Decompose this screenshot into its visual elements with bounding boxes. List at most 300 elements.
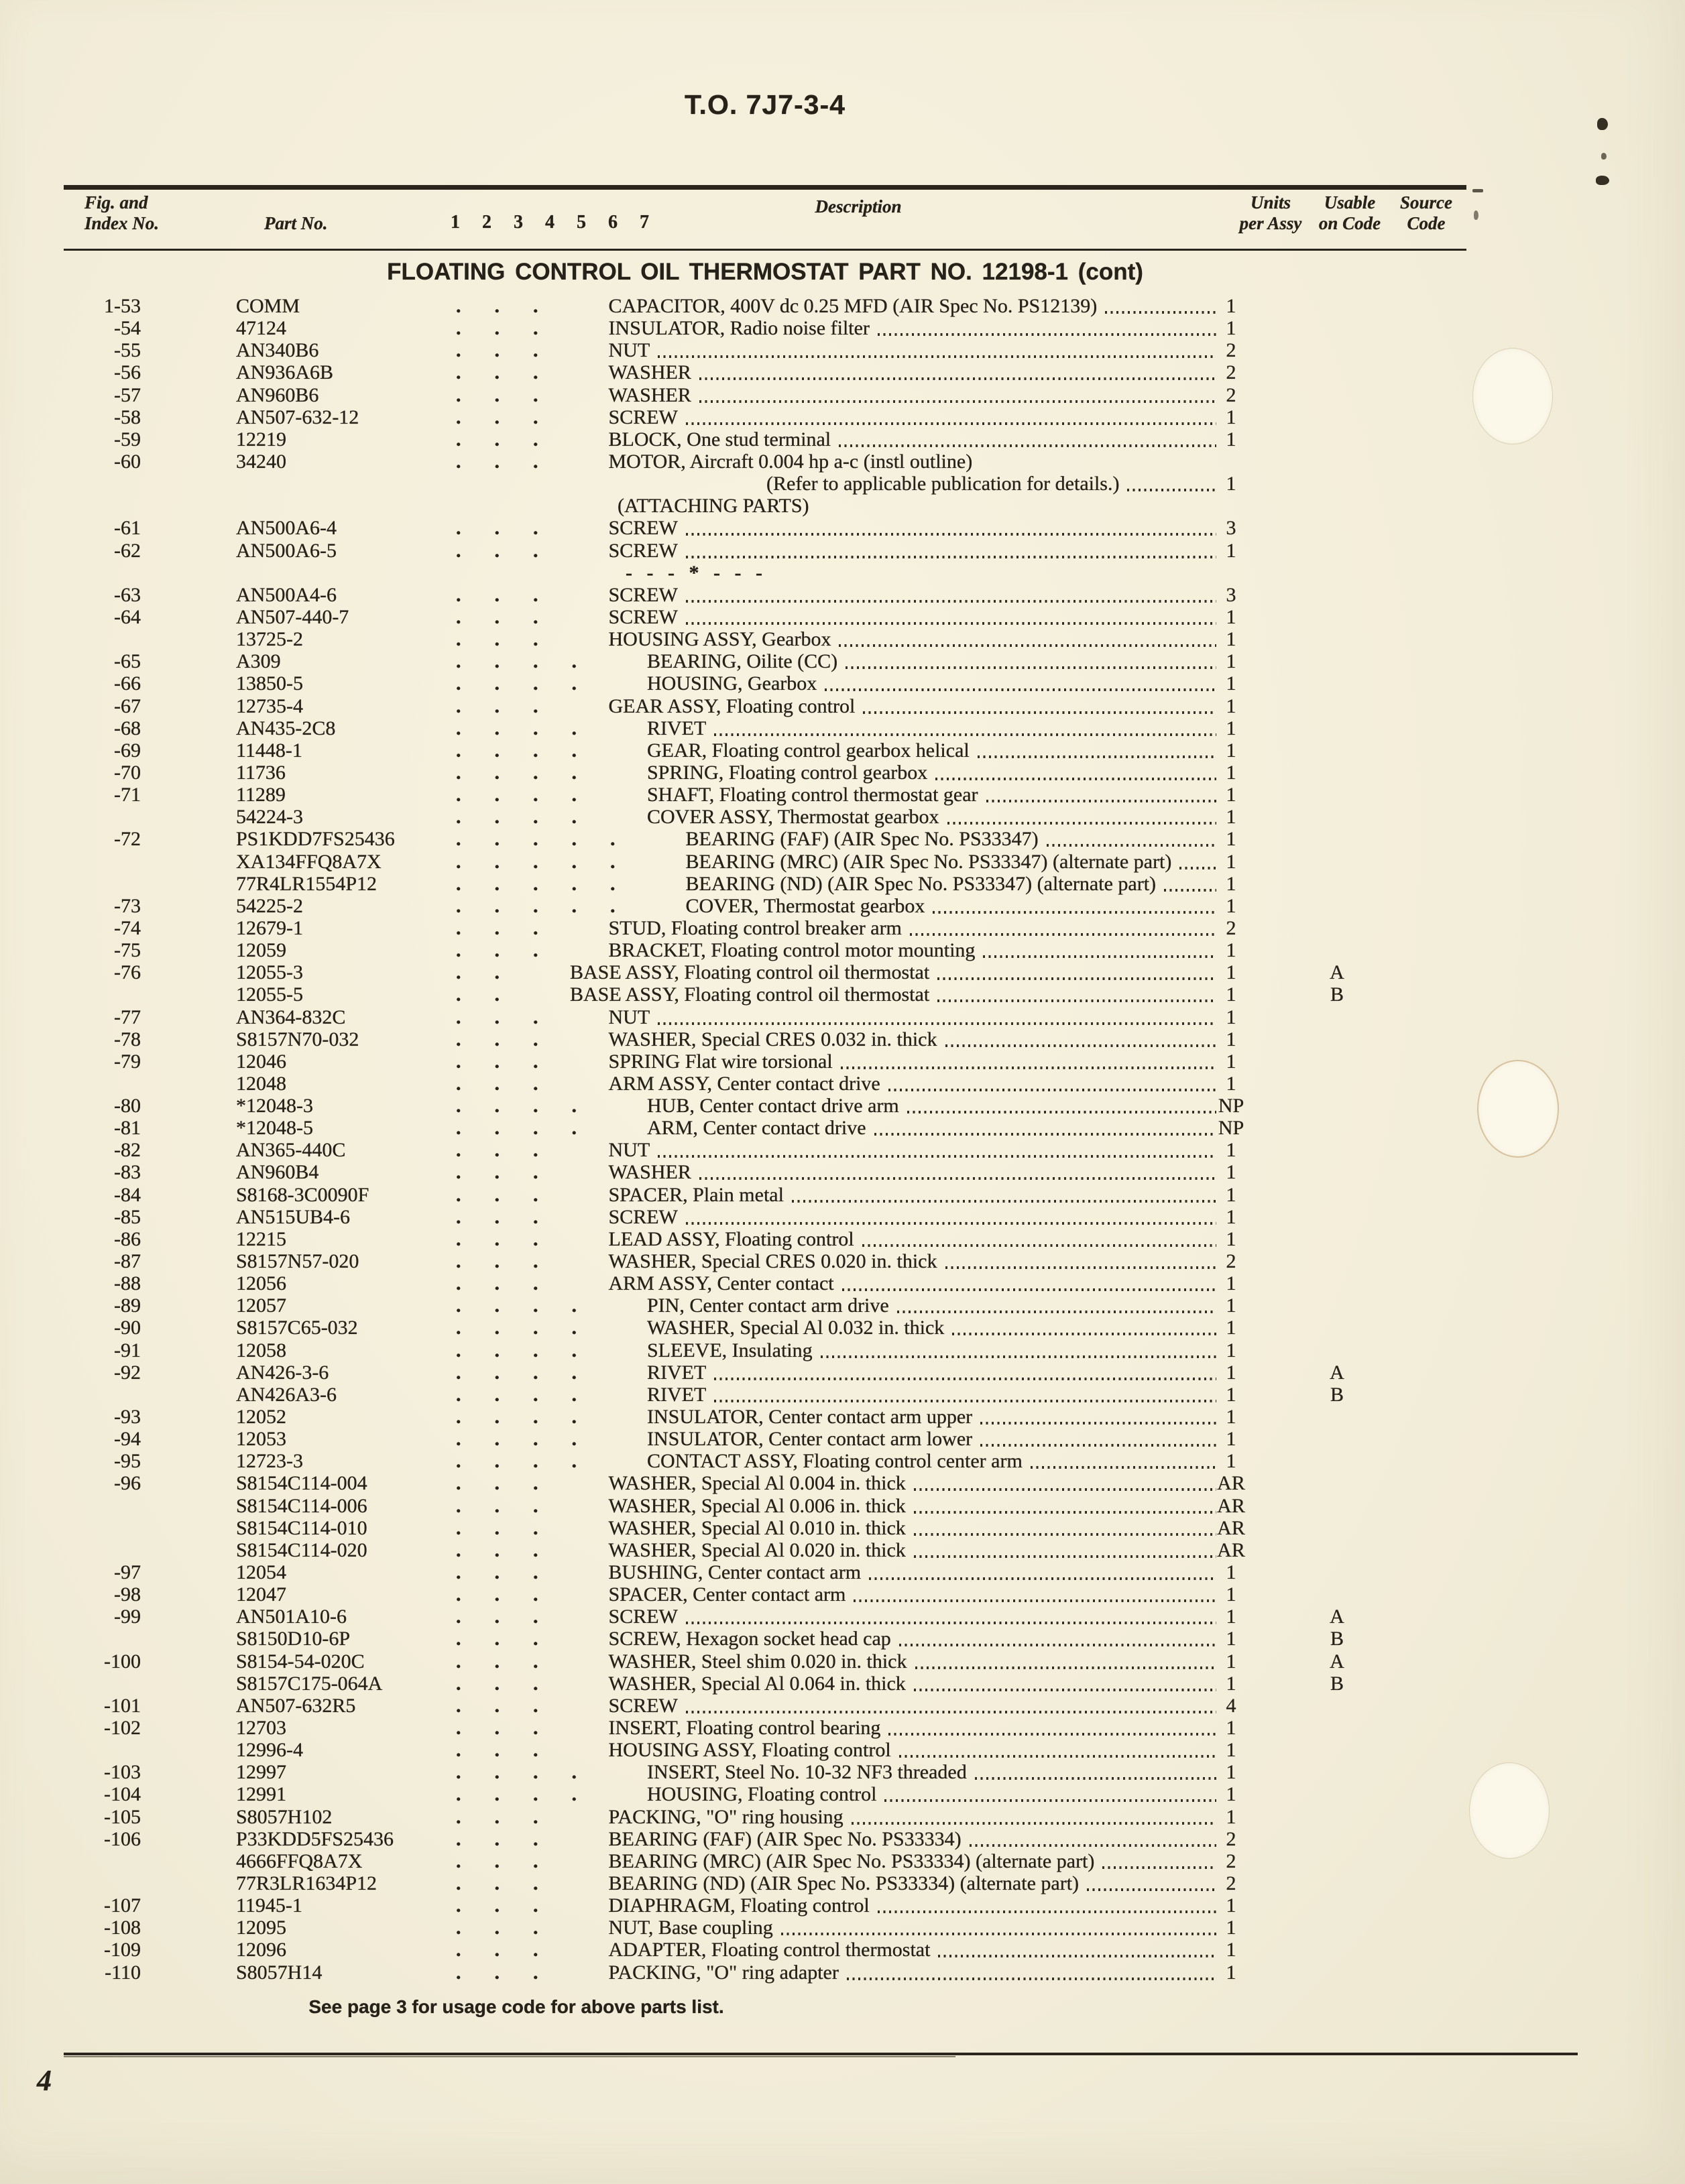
part-no-cell: AN515UB4-6 [236, 1205, 350, 1228]
ink-speck [1601, 153, 1607, 160]
part-no-cell: AN507-632R5 [236, 1694, 356, 1717]
table-row [0, 1384, 1685, 1406]
indenture-dots: ... [456, 605, 572, 628]
table-row [0, 762, 1685, 784]
description-text: SCREW [608, 517, 678, 540]
indenture-dots: .... [456, 1339, 610, 1361]
description-cell [456, 1650, 1219, 1673]
table-row [0, 517, 1685, 539]
table-row [0, 1806, 1685, 1828]
dotted-leader [686, 556, 1216, 558]
indenture-dots: ..... [456, 894, 649, 917]
part-no-cell: 11736 [236, 761, 286, 784]
fig-index-cell: -82 [114, 1139, 141, 1162]
column-header-indenture-levels: 1 2 3 4 5 6 7 [451, 212, 653, 233]
indenture-dots: ... [456, 1205, 572, 1228]
description-text: RIVET [647, 1383, 707, 1406]
units-per-assy-cell: 1 [1226, 1450, 1236, 1473]
description-text: WASHER [608, 1161, 691, 1184]
indenture-dots: ... [456, 317, 572, 340]
description-cell [456, 1628, 1219, 1650]
part-no-cell: 11945-1 [236, 1894, 302, 1917]
table-row [0, 428, 1685, 450]
fig-index-cell: -70 [114, 761, 141, 784]
units-per-assy-cell: 1 [1226, 806, 1236, 829]
indenture-dots: ... [456, 1227, 572, 1250]
part-no-cell: 13725-2 [236, 628, 303, 651]
part-no-cell: AN500A6-4 [236, 517, 337, 540]
description-cell [456, 473, 1219, 495]
units-per-assy-cell: 1 [1226, 1628, 1236, 1650]
indenture-dots: ... [456, 1917, 572, 1939]
part-no-cell: 12997 [236, 1761, 286, 1784]
dotted-leader [878, 333, 1216, 336]
description-text: WASHER [608, 361, 691, 384]
table-row [0, 361, 1685, 383]
part-no-cell: 11448-1 [236, 739, 302, 762]
fig-index-cell: 1-53 [104, 295, 141, 317]
description-text: SCREW [608, 1205, 678, 1228]
description-text: DIAPHRAGM, Floating control [608, 1894, 870, 1917]
indenture-dots: ... [456, 428, 572, 450]
description-cell [456, 1828, 1219, 1851]
dotted-leader [933, 911, 1216, 914]
dotted-leader [888, 1733, 1216, 1736]
table-row [0, 384, 1685, 406]
dotted-leader [699, 400, 1216, 403]
punch-hole [1469, 1762, 1550, 1859]
table-row [0, 1228, 1685, 1250]
description-text: COVER ASSY, Thermostat gearbox [647, 806, 939, 829]
dotted-leader [983, 955, 1216, 958]
table-row [0, 1939, 1685, 1961]
usable-on-code-cell: A [1330, 1605, 1344, 1628]
description-text: NUT [608, 339, 650, 362]
part-no-cell: 12057 [236, 1294, 286, 1317]
part-no-cell: S8154C114-010 [236, 1516, 367, 1539]
units-per-assy-cell: 1 [1226, 628, 1236, 651]
description-text: WASHER, Special Al 0.064 in. thick [608, 1672, 906, 1695]
indenture-dots: ... [456, 1183, 572, 1206]
table-row [0, 1539, 1685, 1561]
fig-index-cell: -99 [114, 1605, 141, 1628]
dotted-leader [686, 1711, 1216, 1713]
units-per-assy-cell: 1 [1226, 1139, 1236, 1162]
description-text: WASHER, Steel shim 0.020 in. thick [608, 1650, 907, 1673]
units-per-assy-cell: 1 [1226, 1739, 1236, 1762]
dotted-leader [914, 1533, 1216, 1536]
table-top-rule [64, 185, 1466, 190]
units-per-assy-cell: 1 [1226, 1006, 1236, 1028]
description-cell [456, 1517, 1219, 1540]
table-row [0, 495, 1685, 517]
part-no-cell: 12054 [236, 1561, 286, 1584]
description-cell [456, 672, 1219, 695]
table-row [0, 1428, 1685, 1450]
dotted-leader [986, 800, 1216, 802]
fig-index-cell: -62 [114, 539, 141, 562]
units-per-assy-cell: 1 [1226, 539, 1236, 562]
part-no-cell: 12703 [236, 1717, 286, 1739]
description-cell [456, 1917, 1219, 1939]
description-cell [456, 450, 1219, 473]
table-row [0, 295, 1685, 317]
dotted-leader [980, 467, 1216, 469]
fig-index-cell: -96 [114, 1472, 141, 1495]
dotted-leader [935, 778, 1216, 780]
indenture-dots: ... [456, 1872, 572, 1894]
indenture-dots: ... [456, 1628, 572, 1650]
indenture-dots: ... [456, 339, 572, 362]
fig-index-cell: -103 [104, 1761, 141, 1784]
part-no-cell: 12991 [236, 1783, 286, 1806]
dotted-leader [854, 1599, 1216, 1602]
table-row [0, 317, 1685, 339]
description-cell [456, 1272, 1219, 1295]
table-row [0, 717, 1685, 739]
indenture-dots: ... [456, 1583, 572, 1606]
units-per-assy-cell: AR [1217, 1494, 1245, 1517]
dotted-leader [945, 1266, 1217, 1269]
description-text: BUSHING, Center contact arm [608, 1561, 862, 1584]
fig-index-cell: -66 [114, 672, 141, 695]
fig-index-cell: -90 [114, 1317, 141, 1339]
fig-index-cell: -105 [104, 1805, 141, 1828]
table-row [0, 1673, 1685, 1695]
description-cell [456, 1806, 1219, 1829]
fig-index-cell: -69 [114, 739, 141, 762]
dotted-leader [821, 1355, 1216, 1358]
table-row [0, 606, 1685, 628]
dotted-leader [874, 1133, 1216, 1136]
description-cell [456, 828, 1219, 851]
units-per-assy-cell: 2 [1226, 339, 1236, 362]
table-row [0, 939, 1685, 961]
fig-index-cell: -85 [114, 1205, 141, 1228]
description-text: HOUSING, Gearbox [647, 672, 817, 695]
description-cell [456, 1206, 1219, 1229]
dotted-leader [980, 1422, 1216, 1424]
ink-speck [1597, 118, 1608, 130]
part-no-cell: AN500A6-5 [236, 539, 337, 562]
units-per-assy-cell: 1 [1226, 295, 1236, 317]
indenture-dots: ... [456, 1894, 572, 1917]
units-per-assy-cell: 1 [1226, 1428, 1236, 1451]
indenture-dots: .... [456, 1117, 610, 1140]
part-no-cell: AN507-440-7 [236, 605, 349, 628]
part-no-cell: 12735-4 [236, 694, 303, 717]
description-cell [456, 1561, 1219, 1584]
description-cell [456, 606, 1219, 629]
units-per-assy-cell: AR [1217, 1516, 1245, 1539]
table-row [0, 1828, 1685, 1850]
ink-speck [1472, 189, 1483, 192]
description-text: INSERT, Floating control bearing [608, 1717, 881, 1739]
table-row [0, 917, 1685, 939]
description-cell [456, 1095, 1219, 1117]
usable-on-code-cell: B [1330, 1628, 1344, 1650]
units-per-assy-cell: 1 [1226, 650, 1236, 673]
part-no-cell: AN960B6 [236, 383, 319, 406]
parts-table-body [0, 295, 1685, 1984]
units-per-assy-cell: 1 [1226, 1894, 1236, 1917]
units-per-assy-cell: 1 [1226, 1939, 1236, 1961]
table-row [0, 983, 1685, 1006]
indenture-dots: .. [456, 961, 533, 984]
indenture-dots: ... [456, 450, 572, 473]
indenture-dots: ... [456, 1605, 572, 1628]
indenture-dots: ..... [456, 828, 649, 851]
table-row [0, 695, 1685, 717]
dotted-leader [1087, 1888, 1216, 1891]
table-row [0, 961, 1685, 983]
technical-order-number: T.O. 7J7-3-4 [685, 89, 846, 120]
units-per-assy-cell: 2 [1226, 383, 1236, 406]
dotted-leader [947, 822, 1216, 825]
indenture-dots: ... [456, 406, 572, 428]
table-row [0, 1317, 1685, 1339]
description-text: WASHER, Special Al 0.010 in. thick [608, 1516, 906, 1539]
fig-index-cell: -68 [114, 717, 141, 739]
description-text: NUT, Base coupling [608, 1917, 773, 1939]
indenture-dots: ... [456, 628, 572, 651]
units-per-assy-cell: 1 [1226, 1361, 1236, 1384]
part-no-cell: S8057H14 [236, 1961, 323, 1984]
part-no-cell: S8157N57-020 [236, 1250, 359, 1273]
description-text: WASHER, Special CRES 0.032 in. thick [608, 1028, 937, 1050]
description-cell [456, 406, 1219, 429]
description-cell [456, 961, 1219, 984]
description-cell [456, 851, 1219, 873]
dotted-leader [714, 1400, 1216, 1402]
fig-index-cell: -91 [114, 1339, 141, 1361]
dotted-leader [914, 1488, 1216, 1491]
description-text: INSULATOR, Radio noise filter [608, 317, 870, 340]
units-per-assy-cell: 2 [1226, 916, 1236, 939]
description-text: WASHER, Special Al 0.020 in. thick [608, 1538, 906, 1561]
description-cell [456, 562, 1219, 585]
part-no-cell: S8157C175-064A [236, 1672, 383, 1695]
description-cell [456, 361, 1219, 384]
dotted-leader [686, 1222, 1216, 1225]
units-per-assy-cell: NP [1218, 1117, 1244, 1140]
description-cell [456, 339, 1219, 362]
fig-index-cell: -64 [114, 605, 141, 628]
indenture-dots: ... [456, 1961, 572, 1984]
table-row [0, 1139, 1685, 1161]
dotted-leader [839, 444, 1216, 447]
fig-index-cell: -110 [105, 1961, 141, 1984]
description-text: (ATTACHING PARTS) [618, 495, 809, 518]
dotted-leader [781, 1933, 1216, 1935]
indenture-dots: ... [456, 1717, 572, 1739]
part-no-cell: 12723-3 [236, 1450, 303, 1473]
units-per-assy-cell: NP [1218, 1095, 1244, 1117]
units-per-assy-cell: 1 [1226, 1761, 1236, 1784]
dotted-leader [938, 1955, 1216, 1957]
fig-index-cell: -89 [114, 1294, 141, 1317]
table-row [0, 339, 1685, 361]
table-row [0, 650, 1685, 672]
dotted-leader [914, 1555, 1216, 1558]
units-per-assy-cell: 1 [1226, 739, 1236, 762]
table-row [0, 1028, 1685, 1050]
indenture-dots: ... [456, 1161, 572, 1184]
dotted-leader [699, 377, 1216, 380]
table-row [0, 828, 1685, 850]
description-text: PIN, Center contact arm drive [647, 1294, 889, 1317]
indenture-dots: ... [456, 1472, 572, 1495]
units-per-assy-cell: 1 [1226, 1672, 1236, 1695]
units-per-assy-cell: 1 [1226, 1161, 1236, 1184]
description-text: GEAR, Floating control gearbox helical [647, 739, 970, 762]
units-per-assy-cell: 1 [1226, 1583, 1236, 1606]
description-cell [456, 1673, 1219, 1695]
description-text: HOUSING, Floating control [647, 1783, 877, 1806]
dotted-leader [910, 933, 1216, 936]
part-no-cell: 12058 [236, 1339, 286, 1361]
part-no-cell: AN960B4 [236, 1161, 319, 1184]
part-no-cell: 12052 [236, 1406, 286, 1429]
indenture-dots: .... [456, 761, 610, 784]
page-number: 4 [37, 2064, 52, 2097]
table-row [0, 540, 1685, 562]
fig-index-cell: -94 [114, 1428, 141, 1451]
column-header-source-code: Source Code [1399, 192, 1452, 233]
table-row [0, 806, 1685, 828]
units-per-assy-cell: 1 [1226, 1072, 1236, 1095]
description-cell [456, 1695, 1219, 1717]
fig-index-cell: -56 [114, 361, 141, 384]
part-no-cell: S8168-3C0090F [236, 1183, 369, 1206]
description-cell [456, 317, 1219, 340]
part-no-cell: S8154C114-020 [236, 1538, 367, 1561]
dotted-leader [686, 600, 1216, 603]
fig-index-cell: -107 [104, 1894, 141, 1917]
indenture-dots: ... [456, 1050, 572, 1073]
part-no-cell: 12215 [236, 1227, 286, 1250]
column-header-usable-on-code: Usable on Code [1318, 192, 1381, 233]
description-text: CAPACITOR, 400V dc 0.25 MFD (AIR Spec No. PS12139) [608, 295, 1098, 317]
fig-index-cell: -63 [114, 583, 141, 606]
fig-index-cell: -100 [104, 1650, 141, 1673]
units-per-assy-cell: 1 [1226, 1227, 1236, 1250]
dotted-leader [847, 1978, 1216, 1980]
parts-list-title: FLOATING CONTROL OIL THERMOSTAT PART NO. 12198-1 (cont) [387, 259, 1143, 285]
part-no-cell: S8157N70-032 [236, 1028, 359, 1050]
usable-on-code-cell: A [1330, 961, 1344, 984]
description-text: BEARING, Oilite (CC) [647, 650, 838, 673]
table-row [0, 851, 1685, 873]
fig-index-cell: -86 [114, 1227, 141, 1250]
dotted-leader [792, 1200, 1216, 1203]
part-no-cell: *12048-3 [236, 1095, 313, 1117]
units-per-assy-cell: 1 [1226, 406, 1236, 428]
indenture-dots: .... [456, 1361, 610, 1384]
indenture-dots: ... [456, 583, 572, 606]
units-per-assy-cell: 1 [1226, 473, 1236, 495]
fig-index-cell: -101 [104, 1694, 141, 1717]
indenture-dots: ... [456, 1694, 572, 1717]
dotted-leader [952, 1333, 1216, 1335]
part-no-cell: 12053 [236, 1428, 286, 1451]
column-header-units-per-assy: Units per Assy [1239, 192, 1302, 233]
dotted-leader [686, 533, 1216, 536]
part-no-cell: 77R4LR1554P12 [236, 872, 377, 895]
indenture-dots: ... [456, 1739, 572, 1762]
description-text: SCREW [608, 583, 678, 606]
dotted-leader [884, 1799, 1216, 1802]
description-cell [456, 1605, 1219, 1628]
description-cell [456, 1361, 1219, 1384]
indenture-dots: ..... [456, 850, 649, 873]
part-no-cell: AN501A10-6 [236, 1605, 347, 1628]
dotted-leader [980, 1444, 1216, 1447]
dotted-leader [888, 1089, 1216, 1091]
table-row [0, 1872, 1685, 1894]
part-no-cell: AN340B6 [236, 339, 319, 362]
description-text: RIVET [647, 717, 707, 739]
units-per-assy-cell: 1 [1226, 1717, 1236, 1739]
part-no-cell: AN426-3-6 [236, 1361, 329, 1384]
part-no-cell: P33KDD5FS25436 [236, 1827, 394, 1850]
part-no-cell: S8154C114-006 [236, 1494, 367, 1517]
table-row [0, 1583, 1685, 1605]
units-per-assy-cell: 1 [1226, 761, 1236, 784]
table-row [0, 1628, 1685, 1650]
units-per-assy-cell: 1 [1226, 694, 1236, 717]
fig-index-cell: -60 [114, 450, 141, 473]
indenture-dots: ... [456, 1072, 572, 1095]
part-no-cell: 12996-4 [236, 1739, 303, 1762]
fig-index-cell: -77 [114, 1006, 141, 1028]
units-per-assy-cell: 1 [1226, 983, 1236, 1006]
part-no-cell: 47124 [236, 317, 286, 340]
indenture-dots: .... [456, 784, 610, 806]
part-no-cell: AN365-440C [236, 1139, 346, 1162]
description-cell [456, 1317, 1219, 1339]
fig-index-cell: -57 [114, 383, 141, 406]
fig-index-cell: -65 [114, 650, 141, 673]
units-per-assy-cell: 2 [1226, 1827, 1236, 1850]
description-cell [456, 939, 1219, 962]
description-cell [456, 1428, 1219, 1451]
dotted-leader [915, 1666, 1217, 1669]
dotted-leader [686, 622, 1216, 625]
description-text: RIVET [647, 1361, 707, 1384]
description-text: COVER, Thermostat gearbox [685, 894, 925, 917]
dotted-leader [839, 644, 1216, 647]
header-divider-rule [64, 249, 1466, 251]
page-bottom-rule [64, 2053, 1578, 2055]
description-text: WASHER, Special Al 0.006 in. thick [608, 1494, 906, 1517]
description-cell [456, 983, 1219, 1006]
table-row [0, 584, 1685, 606]
dotted-leader [658, 1155, 1216, 1158]
fig-index-cell: -59 [114, 428, 141, 450]
description-text: - - - * - - - [626, 561, 767, 584]
dotted-leader [863, 711, 1216, 714]
fig-index-cell: -76 [114, 961, 141, 984]
description-text: NUT [608, 1139, 650, 1162]
indenture-dots: ... [456, 939, 572, 962]
usable-on-code-cell: B [1330, 983, 1344, 1006]
units-per-assy-cell: 1 [1226, 1294, 1236, 1317]
dotted-leader [686, 422, 1216, 425]
indenture-dots: ... [456, 1650, 572, 1673]
description-text: WASHER, Special CRES 0.020 in. thick [608, 1250, 937, 1273]
indenture-dots: .... [456, 1383, 610, 1406]
